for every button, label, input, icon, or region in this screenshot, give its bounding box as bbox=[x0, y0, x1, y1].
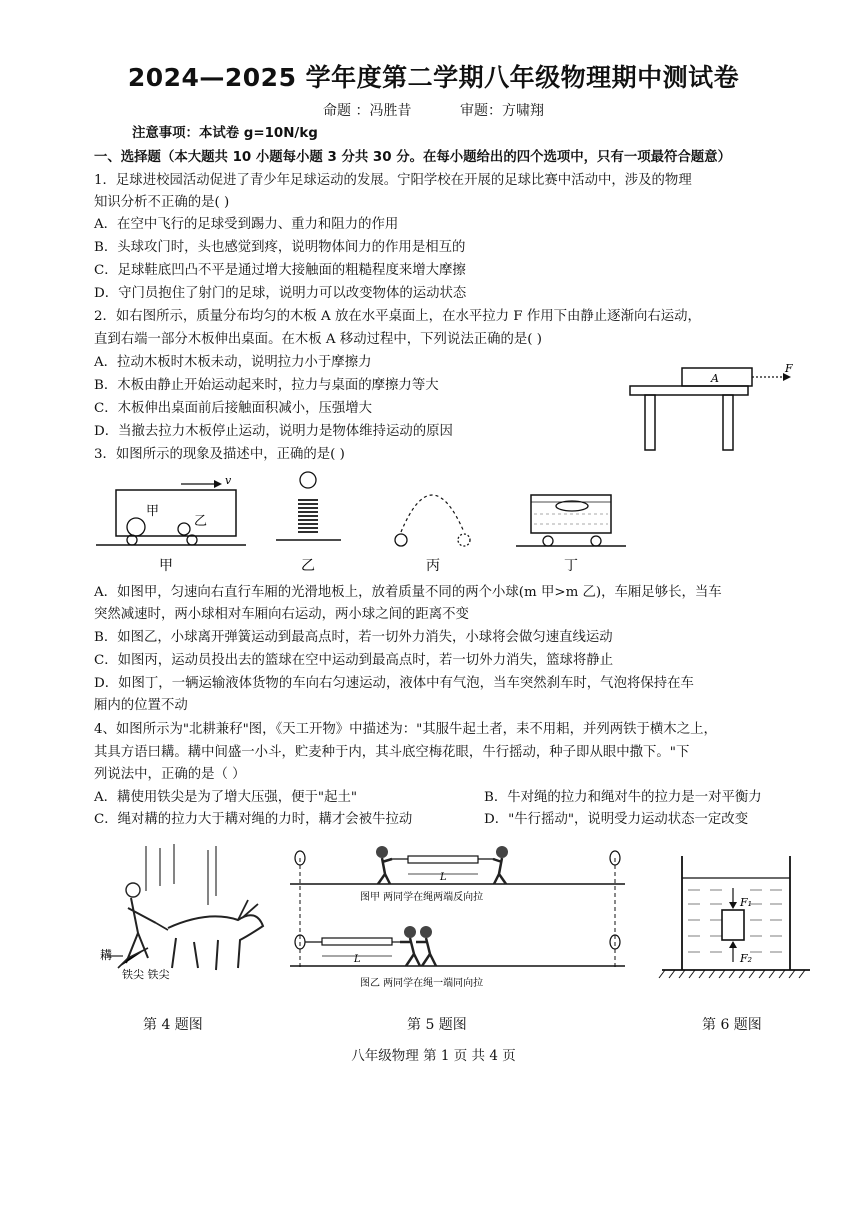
q2-option-c: C．木板伸出桌面前后接触面积减小，压强增大 bbox=[94, 401, 373, 416]
exam-title: 2024—2025 学年度第二学期八年级物理期中测试卷 bbox=[127, 63, 740, 92]
reviewer: 审题：方啸翔 bbox=[459, 103, 544, 119]
fig5-bottom-caption: 图乙 两同学在绳一端同向拉 bbox=[360, 978, 484, 989]
fig5-top-caption: 图甲 两同学在绳两端反向拉 bbox=[360, 892, 484, 903]
q3-option-a-line2: 突然减速时，两小球相对车厢向右运动，两小球之间的距离不变 bbox=[94, 607, 469, 622]
q2-force-label: F bbox=[785, 362, 793, 375]
fig6-force-f1: F₁ bbox=[740, 896, 753, 909]
q4-option-c: C．绳对耩的拉力大于耩对绳的力时，耩才会被牛拉动 bbox=[94, 812, 413, 827]
section-1-heading: 一、选择题（本大题共 10 小题每小题 3 分共 30 分。在每小题给出的四个选项中，只有一项最符合题意） bbox=[94, 150, 731, 165]
q3-label-bing: 丙 bbox=[426, 558, 440, 574]
q4-option-b: B．牛对绳的拉力和绳对牛的拉力是一对平衡力 bbox=[484, 790, 762, 805]
q1-option-c: C．足球鞋底凹凸不平是通过增大接触面的粗糙程度来增大摩擦 bbox=[94, 263, 466, 278]
fig6-submerged-block bbox=[662, 848, 812, 983]
q1-option-b: B．头球攻门时，头也感觉到疼，说明物体间力的作用是相互的 bbox=[94, 240, 466, 255]
page-footer: 八年级物理 第 1 页 共 4 页 bbox=[351, 1048, 516, 1064]
q3-option-c: C．如图丙，运动员投出去的篮球在空中运动到最高点时，若一切外力消失，篮球将静止 bbox=[94, 653, 614, 668]
q2-table-figure bbox=[625, 362, 805, 457]
q3-option-d-line1: D．如图丁，一辆运输液体货物的车向右匀速运动，液体中有气泡，当车突然刹车时，气泡将保持在车 bbox=[94, 676, 694, 691]
q3-label-jia: 甲 bbox=[159, 558, 173, 574]
q1-stem-line1: 1．足球进校园活动促进了青少年足球运动的发展。宁阳学校在开展的足球比赛中活动中，涉及的物理 bbox=[94, 173, 692, 188]
q3-ball-yi-label: 乙 bbox=[194, 514, 208, 529]
q2-stem-line2: 直到右端一部分木板伸出桌面。在木板 A 移动过程中，下列说法正确的是( ) bbox=[94, 332, 542, 347]
q3-label-yi: 乙 bbox=[301, 558, 315, 574]
fig4-caption: 第 4 题图 bbox=[143, 1017, 203, 1033]
fig5-caption: 第 5 题图 bbox=[407, 1017, 467, 1033]
fig4-plowing-illustration bbox=[98, 838, 268, 988]
q3-option-b: B．如图乙，小球离开弹簧运动到最高点时，若一切外力消失，小球将会做匀速直线运动 bbox=[94, 630, 613, 645]
fig6-caption: 第 6 题图 bbox=[702, 1017, 762, 1033]
authors-line bbox=[0, 100, 867, 120]
q2-option-a: A．拉动木板时木板未动，说明拉力小于摩擦力 bbox=[94, 355, 372, 370]
q3-fig-ding bbox=[516, 495, 626, 546]
q3-ball-jia-label: 甲 bbox=[146, 504, 160, 519]
fig4-label-jiang: 耩 bbox=[100, 948, 113, 962]
exam-note: 注意事项：本试卷 g=10N/kg bbox=[132, 126, 318, 141]
q4-stem-line3: 列说法中，正确的是（ ） bbox=[94, 767, 246, 782]
q3-velocity-label: v bbox=[225, 474, 232, 487]
q4-stem-line1: 4、如图所示为"北耕兼秄"图，《天工开物》中描述为："其服牛起土者，耒不用耜，并列两铁于横木之上， bbox=[94, 722, 717, 737]
q4-option-d: D．"牛行摇动"，说明受力运动状态一定改变 bbox=[484, 812, 749, 827]
proposer: 命题 ：冯胜昔 bbox=[323, 103, 412, 119]
q2-stem-line1: 2．如右图所示，质量分布均匀的木板 A 放在水平桌面上，在水平拉力 F 作用下由静止逐渐向右运动， bbox=[94, 309, 701, 324]
fig5-length-bottom: L bbox=[354, 954, 361, 965]
q2-option-b: B．木板由静止开始运动起来时，拉力与桌面的摩擦力等大 bbox=[94, 378, 439, 393]
q4-option-a: A．耩使用铁尖是为了增大压强，便于"起土" bbox=[94, 790, 358, 805]
q3-fig-yi bbox=[276, 472, 341, 540]
q3-stem: 3．如图所示的现象及描述中，正确的是( ) bbox=[94, 447, 345, 462]
q3-option-a-line1: A．如图甲，匀速向右直行车厢的光滑地板上，放着质量不同的两个小球(m 甲>m 乙)，车厢足够长，当车 bbox=[94, 585, 722, 600]
q3-figure-row bbox=[96, 470, 776, 576]
fig4-label-tiejian: 铁尖 铁尖 bbox=[122, 968, 170, 981]
fig5-rope-pulling bbox=[290, 840, 630, 1000]
fig6-force-f2: F₂ bbox=[740, 952, 753, 965]
q1-option-d: D．守门员抱住了射门的足球，说明力可以改变物体的运动状态 bbox=[94, 286, 467, 301]
q3-label-ding: 丁 bbox=[564, 558, 578, 574]
q2-board-label: A bbox=[711, 372, 719, 385]
q3-fig-bing bbox=[395, 495, 470, 546]
q3-fig-jia bbox=[96, 474, 246, 545]
q1-stem-line2: 知识分析不正确的是( ) bbox=[94, 195, 230, 210]
q4-stem-line2: 其具方语曰耩。耩中间盛一小斗，贮麦种于内，其斗底空梅花眼，牛行摇动，种子即从眼中撒下。"下 bbox=[94, 745, 690, 760]
q1-option-a: A．在空中飞行的足球受到踢力、重力和阻力的作用 bbox=[94, 217, 399, 232]
fig5-length-top: L bbox=[440, 872, 447, 883]
q3-option-d-line2: 厢内的位置不动 bbox=[94, 698, 188, 713]
q2-option-d: D．当撤去拉力木板停止运动，说明力是物体维持运动的原因 bbox=[94, 424, 453, 439]
